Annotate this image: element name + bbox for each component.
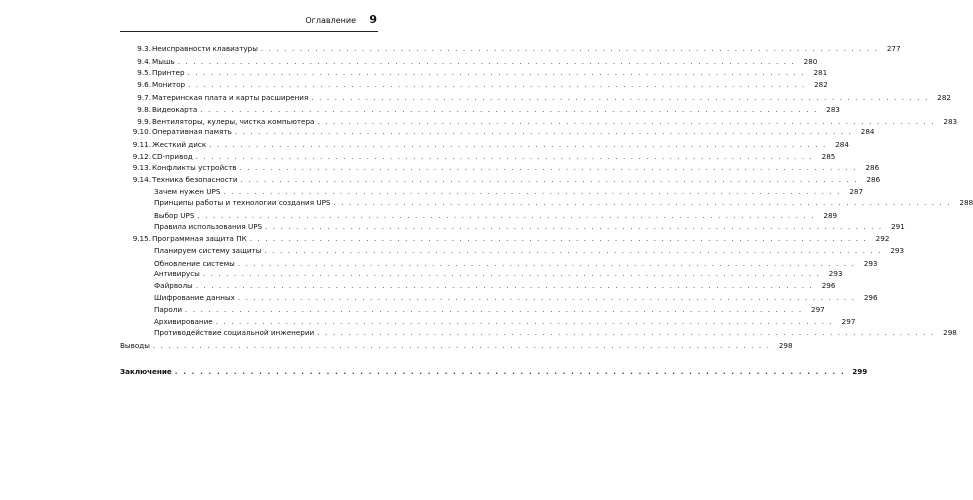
toc-entry-label: Мышь xyxy=(152,56,178,68)
toc-entry-page: 289 xyxy=(815,210,837,222)
toc-entry-number: 9.7. xyxy=(137,93,151,102)
toc-leader-dots: . . . . . . . . . . . . . . . . . . . . . . . . . . . . . . . . . . . . . . . . . . . . . . . . . . . . . . . . . . . . . . . . . . . . . . . . . . . . . . . . xyxy=(333,198,952,207)
toc-leader-dots: . . . . . . . . . . . . . . . . . . . . . . . . . . . . . . . . . . . . . . . . . . . . . . . . . . . . . . . . . . . . . . . . . . . . . . . . . . . . . . . . xyxy=(202,269,821,278)
toc-entry xyxy=(120,292,878,304)
toc-entry-label: Принтер xyxy=(152,67,188,79)
toc-leader-dots: . . . . . . . . . . . . . . . . . . . . . . . . . . . . . . . . . . . . . . . . . . . . . . . . . . . . . . . . . . . . . . . . . . . . . . . . . . . . . . . . xyxy=(188,80,806,89)
toc-entry-number: 9.4. xyxy=(137,57,151,66)
toc-leader-dots: . . . . . . . . . . . . . . . . . . . . . . . . . . . . . . . . . . . . . . . . . . . . . . . . . . . . . . . . . . . . . . . . . . . . . . . . . . . . . . . . xyxy=(317,117,936,126)
toc-entry-page: 293 xyxy=(882,245,904,257)
toc-entry xyxy=(120,139,849,151)
toc-entry-label: Файрволы xyxy=(154,280,196,292)
toc-entry-label: Противодействие социальной инженерии xyxy=(154,327,317,339)
toc-entry-label: Выводы xyxy=(120,340,153,352)
toc-entry-page: 291 xyxy=(883,221,905,233)
toc-entry xyxy=(120,233,890,245)
toc-entry-page: 293 xyxy=(821,268,843,280)
toc-entry-number: 9.5. xyxy=(137,68,151,77)
toc-entry-number: 9.3. xyxy=(137,44,151,53)
toc-entry-page: 293 xyxy=(855,258,877,270)
toc-entry-number: 9.15. xyxy=(132,234,151,243)
toc-leader-dots: . . . . . . . . . . . . . . . . . . . . . . . . . . . . . . . . . . . . . . . . . . . . . . . . . . . . . . . . . . . . . . . . . . . . . . . . . . . . . . . . xyxy=(239,163,858,172)
toc-entry-page: 285 xyxy=(813,151,835,163)
toc-leader-dots: . . . . . . . . . . . . . . . . . . . . . . . . . . . . . . . . . . . . . . . . . . . . . . . . . . . . . . . . . . . . . . . . . . . . . . . . . . . . . . . . xyxy=(197,211,816,220)
toc-entry xyxy=(120,197,973,209)
toc-entry-number: 9.12. xyxy=(132,152,151,161)
toc-entry xyxy=(120,327,957,339)
toc-entry-page: 299 xyxy=(845,366,867,378)
toc-entry-label: Выбор UPS xyxy=(154,210,197,222)
toc-entry xyxy=(120,104,840,116)
toc-leader-dots: . . . . . . . . . . . . . . . . . . . . . . . . . . . . . . . . . . . . . . . . . . . . . . . . . . . . . . . . . . . . . . . . . . . . . . . . . . . . . . . . xyxy=(195,152,814,161)
toc-entry-page: 284 xyxy=(827,139,849,151)
toc-entry-number: 9.10. xyxy=(132,127,151,136)
toc-entry xyxy=(120,366,868,378)
toc-entry-number: 9.6. xyxy=(137,80,151,89)
toc-entry-page: 297 xyxy=(803,304,825,316)
toc-entry-page: 282 xyxy=(806,79,828,91)
toc-entry-label: Вентиляторы, кулеры, чистка компьютера xyxy=(152,116,317,128)
toc-entry-page: 298 xyxy=(935,327,957,339)
toc-entry-label: Жесткий диск xyxy=(152,139,209,151)
toc-leader-dots: . . . . . . . . . . . . . . . . . . . . . . . . . . . . . . . . . . . . . . . . . . . . . . . . . . . . . . . . . . . . . . . . . . . . . . . . . . . . . . . . xyxy=(185,305,803,314)
toc-entry-label: Антивирусы xyxy=(154,268,203,280)
toc-entry-page: 286 xyxy=(858,174,880,186)
toc-entry-label: Техника безопасности xyxy=(152,174,241,186)
header-title: Оглавление xyxy=(305,16,356,25)
toc-leader-dots: . . . . . . . . . . . . . . . . . . . . . . . . . . . . . . . . . . . . . . . . . . . . . . . . . . . . . . . . . . . . . . . . . . . . . . . . . . . . . . . . xyxy=(237,293,856,302)
toc-entry-label: Заключение xyxy=(120,366,175,378)
toc-entry-page: 287 xyxy=(841,186,863,198)
toc-leader-dots: . . . . . . . . . . . . . . . . . . . . . . . . . . . . . . . . . . . . . . . . . . . . . . . . . . . . . . . . . . . . . . . . . . . . . . . . . . . . . . . . xyxy=(249,234,868,243)
toc-entry-page: 296 xyxy=(856,292,878,304)
toc-leader-dots: . . . . . . . . . . . . . . . . . . . . . . . . . . . . . . . . . . . . . . . . . . . . . . . . . . . . . . . . . . . . . . . . . . . . . . . . . . . . . . . . xyxy=(311,93,929,102)
toc-leader-dots: . . . . . . . . . . . . . . . . . . . . . . . . . . . . . . . . . . . . . . . . . . . . . . . . . . . . . . . . . . . . . . . . . . . . . . . . . . . . . . . . xyxy=(209,140,827,149)
toc-leader-dots: . . . . . . . . . . . . . . . . . . . . . . . . . . . . . . . . . . . . . . . . . . . . . . . . . . . . . . . . . . . . . . . . . . . . . . . . . . . . . . . . xyxy=(152,341,771,350)
header-page-number: 9 xyxy=(369,13,377,26)
toc-entry xyxy=(120,67,828,79)
toc-leader-dots: . . . . . . . . . . . . . . . . . . . . . . . . . . . . . . . . . . . . . . . . . . . . . . . . . . . . . . . . . . . . . . . . . . . . . . . . . . . . . . . . xyxy=(177,57,796,66)
toc-leader-dots: . . . . . . . . . . . . . . . . . . . . . . . . . . . . . . . . . . . . . . . . . . . . . . . . . . . . . . . . . . . . . . . . . . . . . . . . . . . . . . . . xyxy=(174,367,846,376)
toc-entry xyxy=(120,304,825,316)
toc-leader-dots: . . . . . . . . . . . . . . . . . . . . . . . . . . . . . . . . . . . . . . . . . . . . . . . . . . . . . . . . . . . . . . . . . . . . . . . . . . . . . . . . xyxy=(265,222,883,231)
toc-entry-page: 281 xyxy=(805,67,827,79)
toc-leader-dots: . . . . . . . . . . . . . . . . . . . . . . . . . . . . . . . . . . . . . . . . . . . . . . . . . . . . . . . . . . . . . . . . . . . . . . . . . . . . . . . . xyxy=(237,259,856,268)
toc-entry-label: Планируем систему защиты xyxy=(154,245,264,257)
toc-entry-label: Зачем нужен UPS xyxy=(154,186,223,198)
toc-leader-dots: . . . . . . . . . . . . . . . . . . . . . . . . . . . . . . . . . . . . . . . . . . . . . . . . . . . . . . . . . . . . . . . . . . . . . . . . . . . . . . . . xyxy=(223,187,842,196)
toc-entry xyxy=(120,126,875,138)
toc-leader-dots: . . . . . . . . . . . . . . . . . . . . . . . . . . . . . . . . . . . . . . . . . . . . . . . . . . . . . . . . . . . . . . . . . . . . . . . . . . . . . . . . xyxy=(260,44,879,53)
toc-entry-page: 288 xyxy=(951,197,973,209)
toc-entry xyxy=(120,92,951,104)
toc-entry xyxy=(120,268,843,280)
toc-entry-label: Конфликты устройств xyxy=(152,162,240,174)
toc-entry-number: 9.9. xyxy=(137,117,151,126)
toc-entry-label: Неисправности клавиатуры xyxy=(152,43,261,55)
toc-entry-number: 9.11. xyxy=(132,140,151,149)
toc-entry-page: 296 xyxy=(813,280,835,292)
toc-entry-page: 283 xyxy=(935,116,957,128)
toc-entry-number: 9.14. xyxy=(132,175,151,184)
toc-entry-label: Монитор xyxy=(152,79,188,91)
toc-entry-label: Архивирование xyxy=(154,316,216,328)
toc-entry-page: 284 xyxy=(853,126,875,138)
toc-entry-label: Материнская плата и карты расширения xyxy=(152,92,311,104)
toc-leader-dots: . . . . . . . . . . . . . . . . . . . . . . . . . . . . . . . . . . . . . . . . . . . . . . . . . . . . . . . . . . . . . . . . . . . . . . . . . . . . . . . . xyxy=(215,317,834,326)
toc-entry-label: Программная защита ПК xyxy=(152,233,250,245)
toc-entry-label: CD-привод xyxy=(152,151,196,163)
toc-entry xyxy=(120,43,901,55)
toc-entry-page: 282 xyxy=(929,92,951,104)
toc-entry-label: Шифрование данных xyxy=(154,292,238,304)
toc-entry-page: 280 xyxy=(795,56,817,68)
toc-leader-dots: . . . . . . . . . . . . . . . . . . . . . . . . . . . . . . . . . . . . . . . . . . . . . . . . . . . . . . . . . . . . . . . . . . . . . . . . . . . . . . . . xyxy=(317,328,935,337)
toc-leader-dots: . . . . . . . . . . . . . . . . . . . . . . . . . . . . . . . . . . . . . . . . . . . . . . . . . . . . . . . . . . . . . . . . . . . . . . . . . . . . . . . . xyxy=(195,281,814,290)
toc-leader-dots: . . . . . . . . . . . . . . . . . . . . . . . . . . . . . . . . . . . . . . . . . . . . . . . . . . . . . . . . . . . . . . . . . . . . . . . . . . . . . . . . xyxy=(200,105,818,114)
toc-leader-dots: . . . . . . . . . . . . . . . . . . . . . . . . . . . . . . . . . . . . . . . . . . . . . . . . . . . . . . . . . . . . . . . . . . . . . . . . . . . . . . . . xyxy=(234,127,853,136)
toc-entry-number: 9.13. xyxy=(132,163,151,172)
toc-entry-page: 298 xyxy=(771,340,793,352)
toc-entry xyxy=(120,280,836,292)
toc-leader-dots: . . . . . . . . . . . . . . . . . . . . . . . . . . . . . . . . . . . . . . . . . . . . . . . . . . . . . . . . . . . . . . . . . . . . . . . . . . . . . . . . xyxy=(264,246,883,255)
toc-entry-label: Видеокарта xyxy=(152,104,200,116)
toc-entry-label: Оперативная память xyxy=(152,126,235,138)
toc-entry-page: 297 xyxy=(833,316,855,328)
toc-entry-page: 292 xyxy=(867,233,889,245)
toc-entry-label: Правила использования UPS xyxy=(154,221,265,233)
toc-entry xyxy=(120,245,905,257)
toc-entry xyxy=(120,174,881,186)
toc-entry-page: 286 xyxy=(857,162,879,174)
toc-entry xyxy=(120,221,905,233)
toc-leader-dots: . . . . . . . . . . . . . . . . . . . . . . . . . . . . . . . . . . . . . . . . . . . . . . . . . . . . . . . . . . . . . . . . . . . . . . . . . . . . . . . . xyxy=(187,68,806,77)
toc-leader-dots: . . . . . . . . . . . . . . . . . . . . . . . . . . . . . . . . . . . . . . . . . . . . . . . . . . . . . . . . . . . . . . . . . . . . . . . . . . . . . . . . xyxy=(240,175,859,184)
toc-entry-label: Принципы работы и технологии создания UPS xyxy=(154,197,334,209)
toc-entry-label: Пароли xyxy=(154,304,185,316)
toc-entry-page: 277 xyxy=(879,43,901,55)
toc-entry xyxy=(120,340,793,352)
toc-entry-number: 9.8. xyxy=(137,105,151,114)
toc-entry xyxy=(120,79,828,91)
toc-entry xyxy=(120,162,880,174)
running-header xyxy=(120,10,378,32)
toc-entry-page: 283 xyxy=(818,104,840,116)
toc-entry-label: Обновление системы xyxy=(154,258,238,270)
